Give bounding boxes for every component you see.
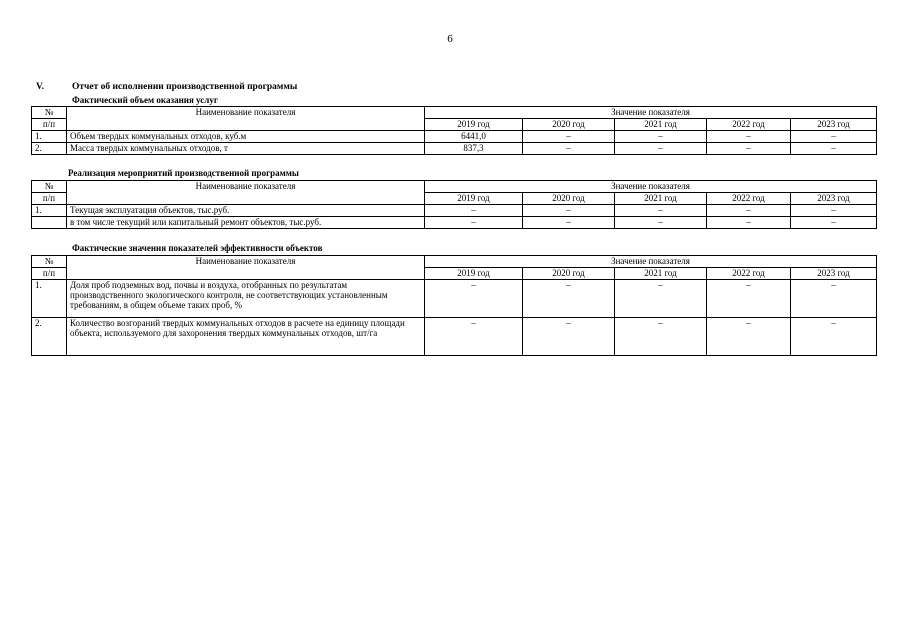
value-header: Значение показателя (425, 107, 877, 119)
year-header: 2023 год (791, 119, 877, 131)
year-header: 2019 год (425, 119, 523, 131)
row-name: в том числе текущий или капитальный ремонт объектов, тыс.руб. (67, 217, 425, 229)
value-cell: – (425, 280, 523, 318)
value-cell: – (523, 318, 615, 356)
value-cell: 837,3 (425, 143, 523, 155)
table1 (31, 106, 877, 155)
table2 (31, 180, 877, 229)
value-cell: – (615, 217, 707, 229)
value-cell: – (791, 143, 877, 155)
year-header: 2019 год (425, 193, 523, 205)
row-name: Текущая эксплуатация объектов, тыс.руб. (67, 205, 425, 217)
row-number (32, 217, 67, 229)
value-cell: – (707, 217, 791, 229)
value-cell: – (615, 280, 707, 318)
value-cell: – (523, 205, 615, 217)
table2-title: Реализация мероприятий производственной программы (68, 168, 299, 178)
num-header: № (32, 256, 67, 268)
value-cell: – (523, 280, 615, 318)
value-cell: – (707, 205, 791, 217)
table3-title: Фактические значения показателей эффективности объектов (72, 243, 323, 253)
year-header: 2019 год (425, 268, 523, 280)
value-cell: – (425, 205, 523, 217)
page-number: 6 (447, 33, 453, 45)
name-header: Наименование показателя (67, 256, 425, 280)
year-header: 2020 год (523, 119, 615, 131)
table1-title: Фактический объем оказания услуг (72, 95, 218, 105)
year-header: 2020 год (523, 268, 615, 280)
num-header: № (32, 181, 67, 193)
row-name: Объем твердых коммунальных отходов, куб.м (67, 131, 425, 143)
value-cell: – (615, 131, 707, 143)
num-header-2: п/п (32, 268, 67, 280)
year-header: 2023 год (791, 193, 877, 205)
value-cell: – (791, 280, 877, 318)
value-cell: – (615, 318, 707, 356)
value-cell: – (425, 318, 523, 356)
row-number: 2. (32, 318, 67, 356)
value-cell: – (523, 217, 615, 229)
year-header: 2021 год (615, 119, 707, 131)
value-cell: 6441,0 (425, 131, 523, 143)
value-cell: – (523, 131, 615, 143)
year-header: 2023 год (791, 268, 877, 280)
table-row (32, 280, 877, 318)
year-header: 2021 год (615, 268, 707, 280)
year-header: 2020 год (523, 193, 615, 205)
section-number: V. (36, 82, 45, 92)
table-row (32, 205, 877, 217)
num-header-2: п/п (32, 193, 67, 205)
row-number: 1. (32, 131, 67, 143)
table-row (32, 318, 877, 356)
value-cell: – (425, 217, 523, 229)
row-number: 1. (32, 280, 67, 318)
num-header-2: п/п (32, 119, 67, 131)
table3 (31, 255, 877, 356)
value-cell: – (707, 143, 791, 155)
value-cell: – (707, 280, 791, 318)
row-number: 2. (32, 143, 67, 155)
row-name: Масса твердых коммунальных отходов, т (67, 143, 425, 155)
table-row (32, 143, 877, 155)
value-cell: – (707, 318, 791, 356)
value-cell: – (615, 205, 707, 217)
year-header: 2022 год (707, 119, 791, 131)
table-row (32, 131, 877, 143)
row-name: Количество возгораний твердых коммунальных отходов в расчете на единицу площади объекта, используемого для захоронения твердых коммунальных отходов, шт/га (67, 318, 425, 356)
section-heading (36, 82, 297, 92)
year-header: 2022 год (707, 268, 791, 280)
value-cell: – (707, 131, 791, 143)
year-header: 2021 год (615, 193, 707, 205)
value-cell: – (791, 205, 877, 217)
value-cell: – (791, 318, 877, 356)
name-header: Наименование показателя (67, 107, 425, 131)
table-row (32, 217, 877, 229)
value-cell: – (791, 217, 877, 229)
section-title: Отчет об исполнении производственной программы (72, 82, 298, 92)
row-name: Доля проб подземных вод, почвы и воздуха, отобранных по результатам производственного экологического контроля, не соответствующих установленным требованиям, в общем объеме таких проб, % (67, 280, 425, 318)
value-header: Значение показателя (425, 181, 877, 193)
value-cell: – (615, 143, 707, 155)
num-header: № (32, 107, 67, 119)
year-header: 2022 год (707, 193, 791, 205)
row-number: 1. (32, 205, 67, 217)
value-cell: – (523, 143, 615, 155)
value-header: Значение показателя (425, 256, 877, 268)
value-cell: – (791, 131, 877, 143)
name-header: Наименование показателя (67, 181, 425, 205)
